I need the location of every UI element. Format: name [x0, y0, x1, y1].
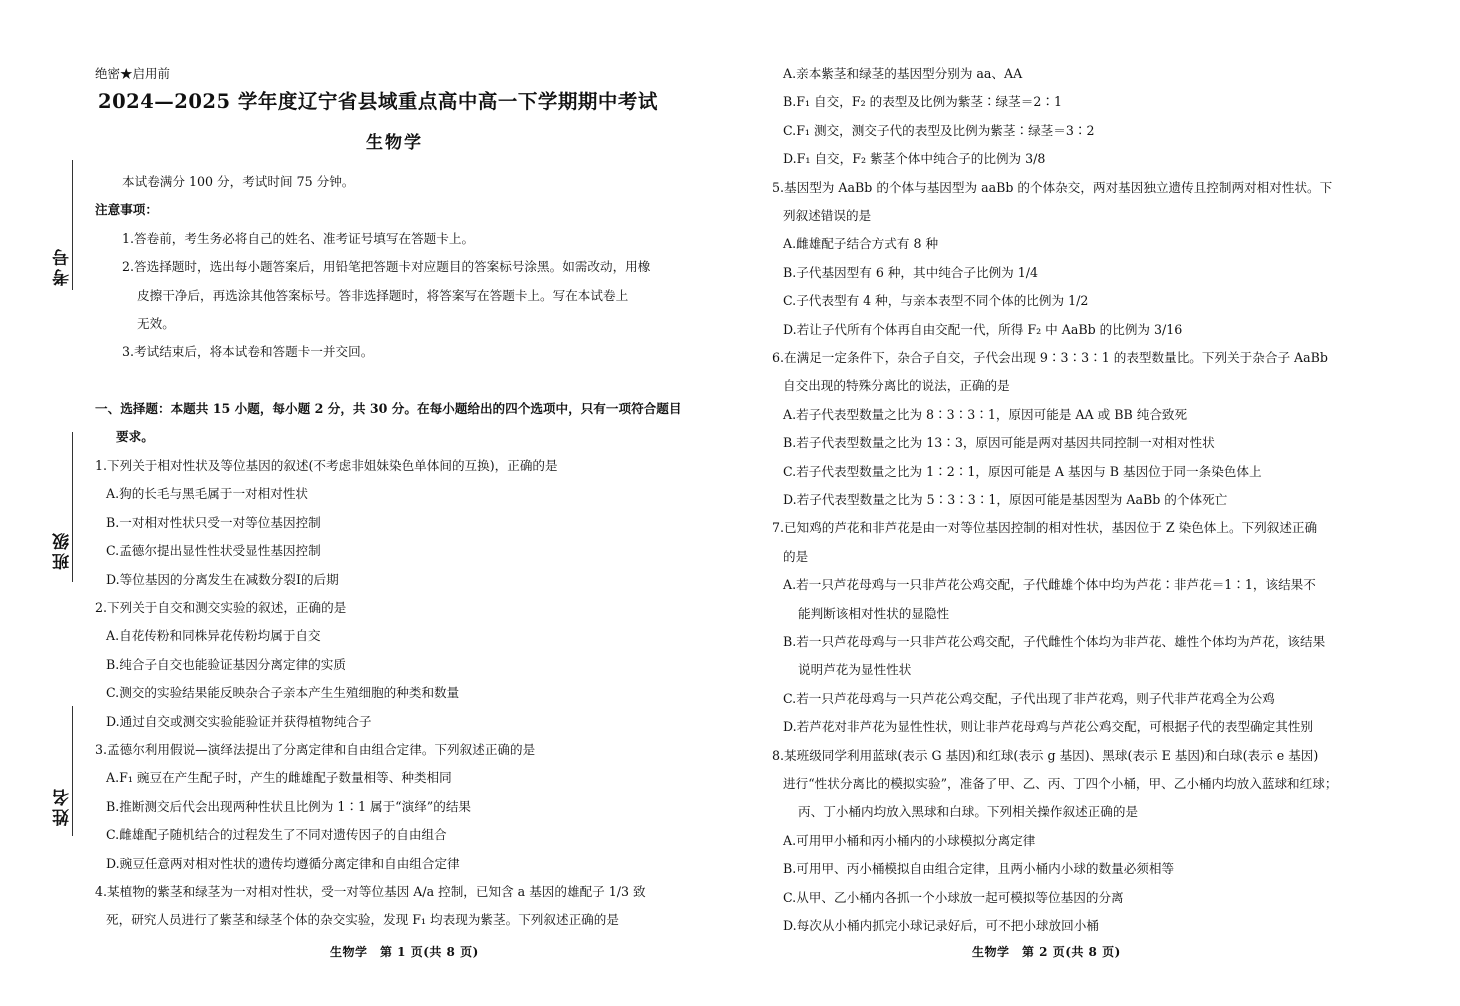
question-stem: 7.已知鸡的芦花和非芦花是由一对等位基因控制的相对性状，基因位于 Z 染色体上。下列叙述正确: [772, 520, 1318, 536]
answer-option: D.若芦花对非芦花为显性性状，则让非芦花母鸡与芦花公鸡交配，可根据子代的表型确定其性别: [783, 719, 1313, 735]
page-title: 2024—2025 学年度辽宁省县域重点高中高一下学期期中考试: [98, 90, 658, 113]
answer-option: D.每次从小桶内抓完小球记录好后，可不把小球放回小桶: [783, 918, 1099, 933]
page-footer: 生物学 第 2 页(共 8 页): [972, 945, 1121, 959]
answer-option: B.纯合子自交也能验证基因分离定律的实质: [106, 656, 346, 672]
answer-option: A.亲本紫茎和绿茎的基因型分别为 aa、AA: [783, 66, 1023, 81]
question-text: 能判断该相对性状的显隐性: [798, 605, 950, 621]
exam-number-label: 考号: [53, 246, 73, 286]
question-stem: 4.某植物的紫茎和绿茎为一对相对性状，受一对等位基因 A/a 控制，已知含 a 基因的雄配子 1/3 致: [95, 884, 646, 899]
class-label: 班级: [53, 530, 73, 570]
answer-option: C.雌雄配子随机结合的过程发生了不同对遗传因子的自由组合: [106, 827, 447, 843]
answer-option: A.若子代表型数量之比为 8∶3∶3∶1，原因可能是 AA 或 BB 纯合致死: [783, 406, 1188, 422]
question-stem: 8.某班级同学利用蓝球(表示 G 基因)和红球(表示 g 基因)、黑球(表示 E 基因)和白球(表示 e 基因): [772, 747, 1319, 763]
name-label: 姓名: [53, 786, 73, 826]
answer-option: D.F₁ 自交，F₂ 紫茎个体中纯合子的比例为 3/8: [783, 151, 1046, 167]
answer-option: B.F₁ 自交，F₂ 的表型及比例为紫茎∶绿茎＝2∶1: [783, 94, 1062, 110]
answer-option: C.F₁ 测交，测交子代的表型及比例为紫茎∶绿茎＝3∶2: [783, 122, 1095, 138]
answer-option: A.若一只芦花母鸡与一只非芦花公鸡交配，子代雌雄个体中均为芦花∶非芦花＝1∶1，该结果不: [783, 577, 1316, 593]
question-text: 自交出现的特殊分离比的说法，正确的是: [783, 378, 1010, 394]
answer-option: A.自花传粉和同株异花传粉均属于自交: [106, 628, 321, 644]
notice-item: 皮擦干净后，再选涂其他答案标号。答非选择题时，将答案写在答题卡上。写在本试卷上: [137, 288, 629, 303]
answer-option: A.可用甲小桶和丙小桶内的小球模拟分离定律: [783, 832, 1036, 848]
secret-mark: 绝密★启用前: [95, 66, 171, 81]
notice-item: 3.考试结束后，将本试卷和答题卡一并交回。: [122, 344, 374, 359]
answer-option: D.若子代表型数量之比为 5∶3∶3∶1，原因可能是基因型为 AaBb 的个体死亡: [783, 492, 1228, 507]
question-stem: 3.孟德尔利用假说—演绎法提出了分离定律和自由组合定律。下列叙述正确的是: [95, 742, 536, 757]
notice-item: 1.答卷前，考生务必将自己的姓名、准考证号填写在答题卡上。: [122, 231, 475, 246]
section-heading: 一、选择题：本题共 15 小题，每小题 2 分，共 30 分。在每小题给出的四个选项中，只有一项符合题目: [95, 401, 682, 416]
notice-item: 2.答选择题时，选出每小题答案后，用铅笔把答题卡对应题目的答案标号涂黑。如需改动，用橡: [122, 259, 651, 274]
notice-item: 无效。: [137, 316, 175, 331]
answer-option: C.若子代表型数量之比为 1∶2∶1，原因可能是 A 基因与 B 基因位于同一条染色体上: [783, 463, 1262, 479]
answer-option: C.测交的实验结果能反映杂合子亲本产生生殖细胞的种类和数量: [106, 685, 460, 701]
answer-option: C.若一只芦花母鸡与一只芦花公鸡交配，子代出现了非芦花鸡，则子代非芦花鸡全为公鸡: [783, 690, 1275, 706]
answer-option: B.若子代表型数量之比为 13∶3，原因可能是两对基因共同控制一对相对性状: [783, 435, 1215, 451]
answer-option: A.雌雄配子结合方式有 8 种: [783, 236, 939, 252]
answer-option: D.豌豆任意两对相对性状的遗传均遵循分离定律和自由组合定律: [106, 855, 460, 871]
subject-title: 生物学: [366, 133, 423, 153]
question-text: 说明芦花为显性性状: [798, 662, 912, 678]
question-text: 死，研究人员进行了紫茎和绿茎个体的杂交实验，发现 F₁ 均表现为紫茎。下列叙述正确的是: [106, 912, 619, 928]
answer-option: D.等位基因的分离发生在减数分裂Ⅰ的后期: [106, 571, 339, 587]
answer-option: A.F₁ 豌豆在产生配子时，产生的雌雄配子数量相等、种类相同: [106, 770, 452, 786]
question-text: 列叙述错误的是: [783, 208, 872, 223]
question-stem: 6.在满足一定条件下，杂合子自交，子代会出现 9∶3∶3∶1 的表型数量比。下列关于杂合子 AaBb: [772, 350, 1328, 365]
intro-text: 本试卷满分 100 分，考试时间 75 分钟。: [122, 174, 355, 189]
answer-option: B.推断测交后代会出现两种性状且比例为 1∶1 属于“演绎”的结果: [106, 798, 472, 814]
question-text: 的是: [783, 548, 809, 564]
question-text: 进行“性状分离比的模拟实验”，准备了甲、乙、丙、丁四个小桶，甲、乙小桶内均放入蓝球和红球；: [783, 776, 1338, 791]
answer-option: D.若让子代所有个体再自由交配一代，所得 F₂ 中 AaBb 的比例为 3/16: [783, 321, 1183, 337]
answer-option: A.狗的长毛与黑毛属于一对相对性状: [106, 486, 309, 502]
answer-option: C.子代表型有 4 种，与亲本表型不同个体的比例为 1/2: [783, 293, 1089, 309]
answer-option: C.从甲、乙小桶内各抓一个小球放一起可模拟等位基因的分离: [783, 889, 1124, 905]
question-stem: 5.基因型为 AaBb 的个体与基因型为 aaBb 的个体杂交，两对基因独立遗传且控制两对相对性状。下: [772, 179, 1333, 195]
section-heading: 要求。: [116, 429, 154, 444]
answer-option: B.一对相对性状只受一对等位基因控制: [106, 514, 321, 530]
question-stem: 1.下列关于相对性状及等位基因的叙述(不考虑非姐妹染色单体间的互换)，正确的是: [95, 458, 558, 473]
notice-title: 注意事项：: [95, 202, 158, 217]
page-footer: 生物学 第 1 页(共 8 页): [330, 945, 479, 959]
question-stem: 2.下列关于自交和测交实验的叙述，正确的是: [95, 600, 347, 615]
answer-option: B.若一只芦花母鸡与一只非芦花公鸡交配，子代雌性个体均为非芦花、雄性个体均为芦花，该结果: [783, 634, 1326, 649]
answer-option: B.可用甲、丙小桶模拟自由组合定律，且两小桶内小球的数量必须相等: [783, 861, 1175, 877]
answer-option: B.子代基因型有 6 种，其中纯合子比例为 1/4: [783, 264, 1039, 280]
answer-option: D.通过自交或测交实验能验证并获得植物纯合子: [106, 713, 372, 729]
answer-option: C.孟德尔提出显性性状受显性基因控制: [106, 543, 321, 559]
question-text: 丙、丁小桶内均放入黑球和白球。下列相关操作叙述正确的是: [798, 804, 1139, 820]
